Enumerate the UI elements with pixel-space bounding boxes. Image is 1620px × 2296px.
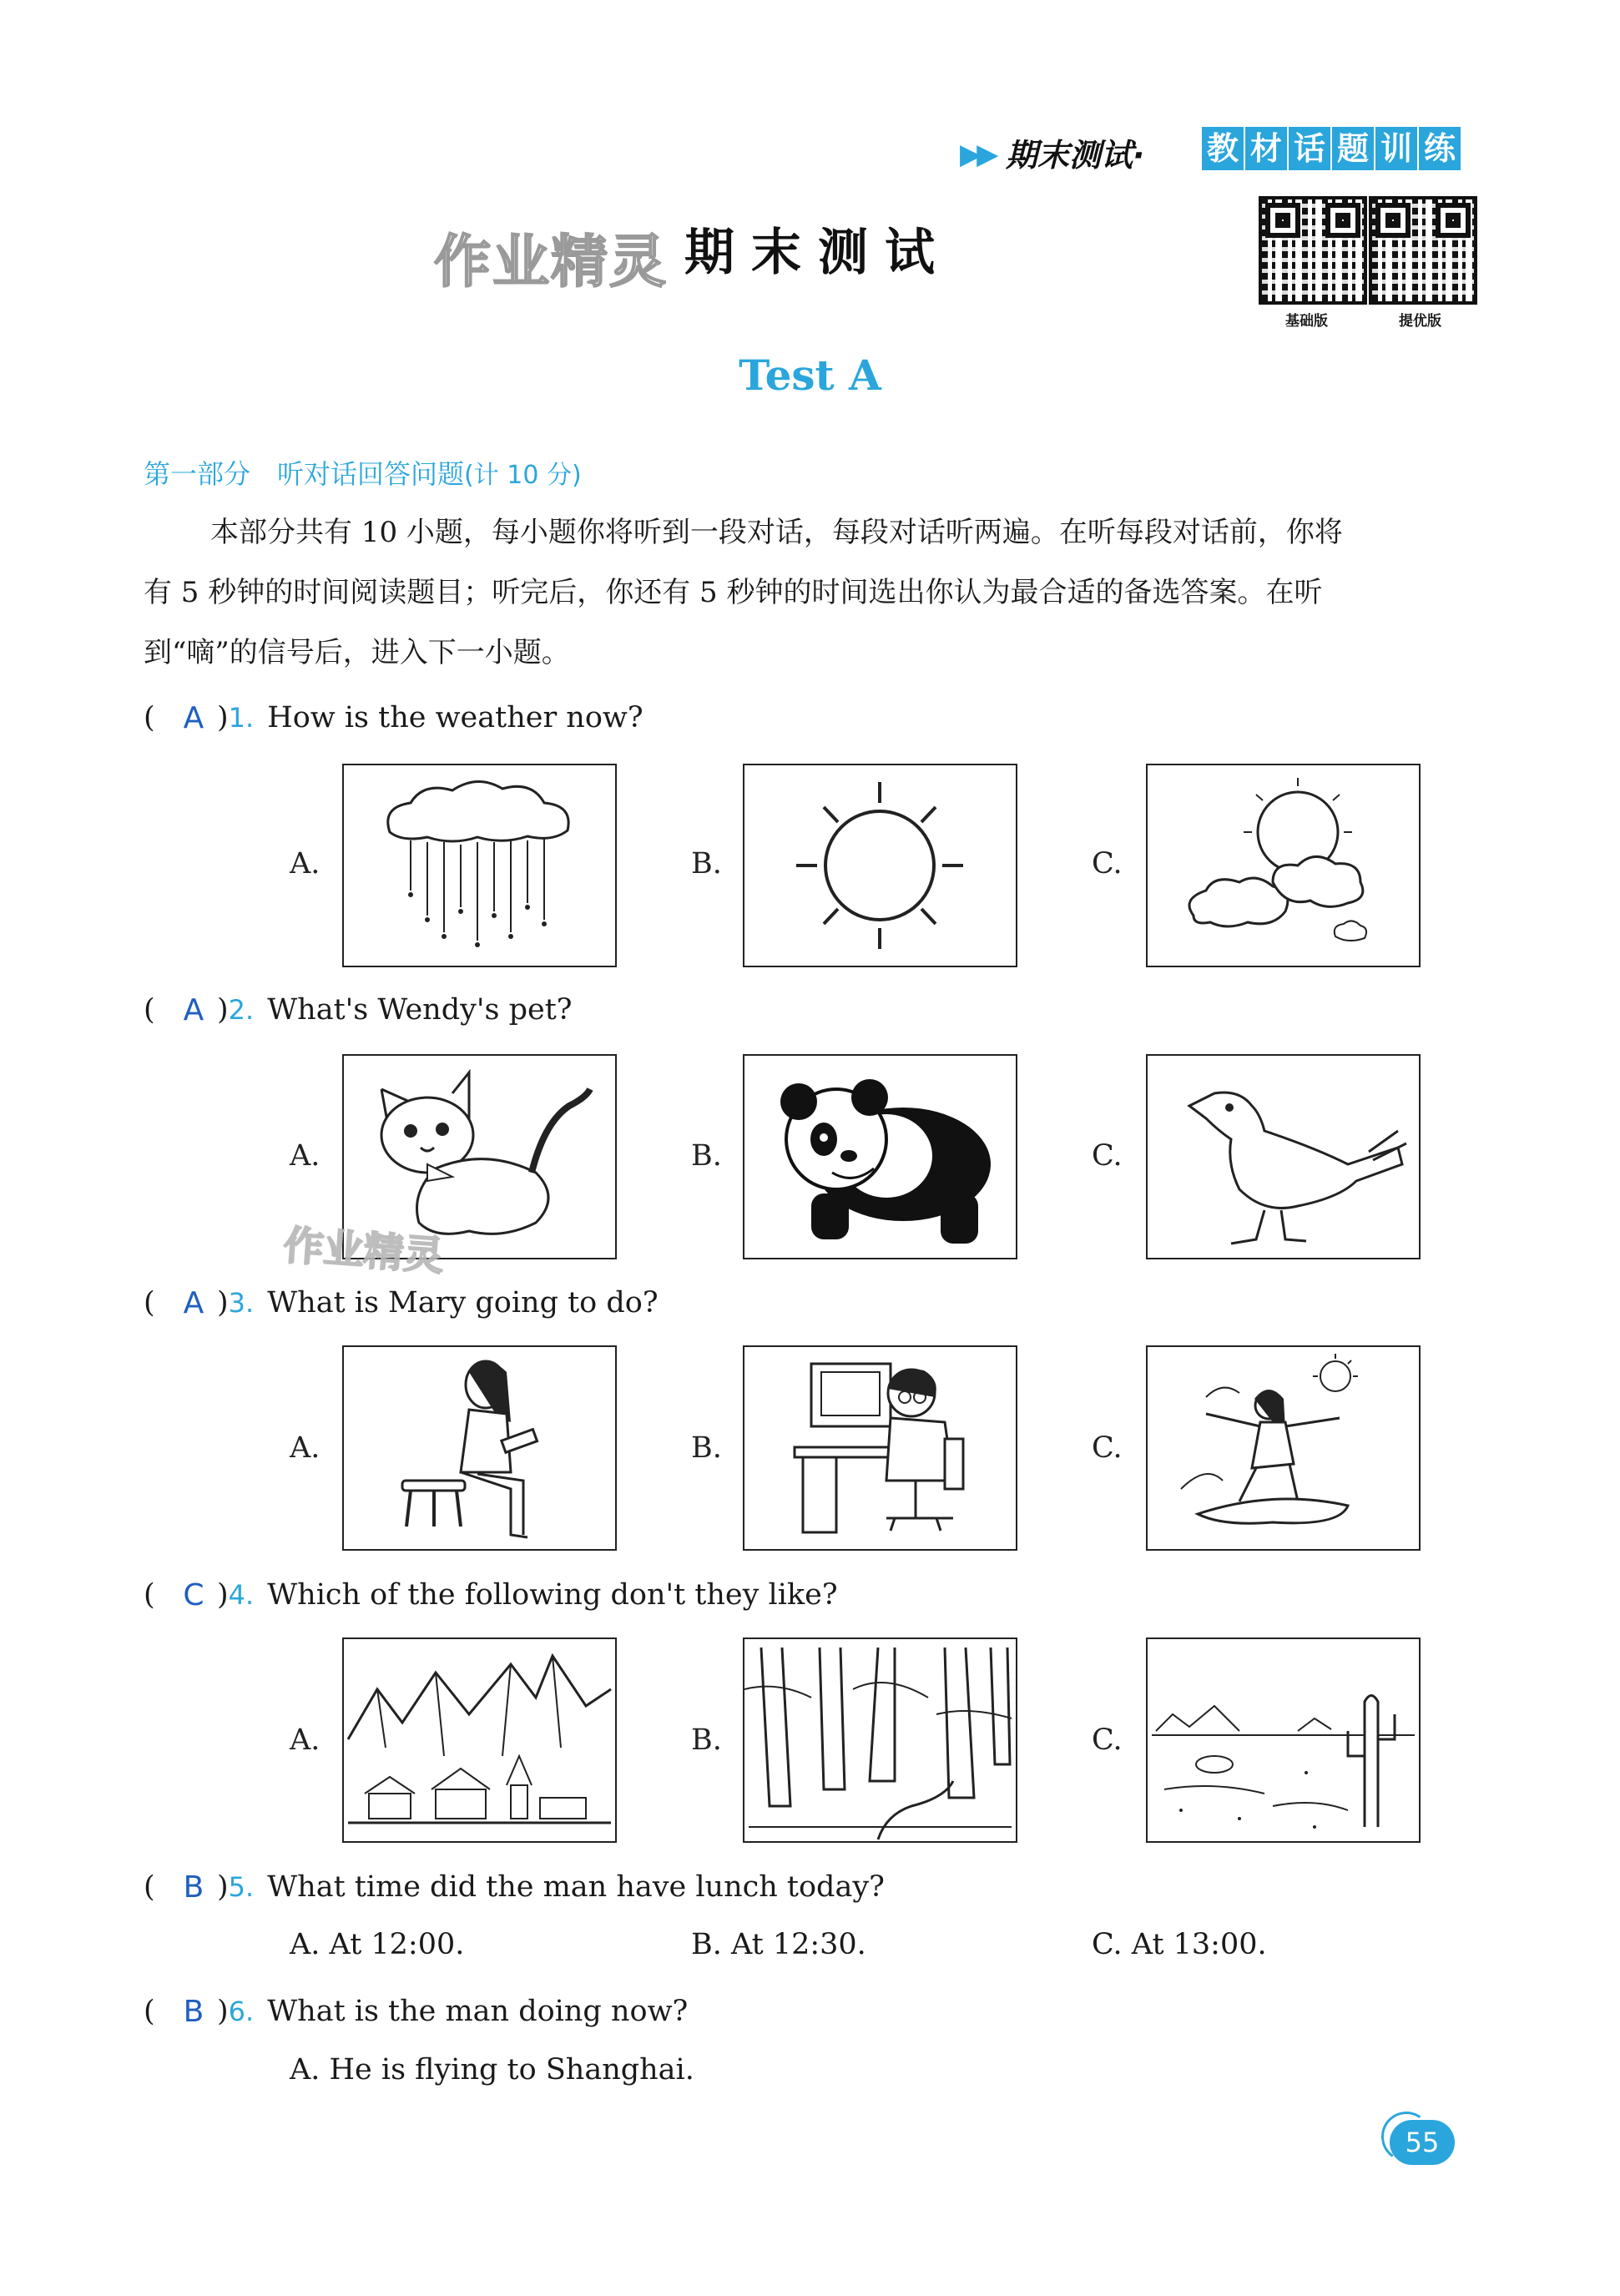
option-label: B. xyxy=(691,847,722,881)
header-section-label: 期末测试· xyxy=(1006,137,1145,174)
panda-image[interactable] xyxy=(743,1054,1017,1259)
section-heading xyxy=(144,453,582,492)
sun-image[interactable] xyxy=(743,764,1017,967)
qr-code-advanced-icon[interactable] xyxy=(1369,196,1477,305)
header-char: 话 xyxy=(1289,127,1330,170)
watermark-logo: 作业精灵 xyxy=(434,230,669,295)
question-text: What time did the man have lunch today? xyxy=(267,1870,885,1904)
forest-image[interactable] xyxy=(743,1637,1017,1843)
option-label: A. xyxy=(290,847,320,881)
watermark-logo-small: 作业精灵 xyxy=(281,1222,446,1280)
boy-at-computer-image[interactable] xyxy=(743,1345,1017,1551)
page-number-badge: 55 xyxy=(1390,2120,1455,2165)
qr-code-basic-icon[interactable] xyxy=(1259,196,1367,305)
question-row: ( A ) 1. How is the weather now? xyxy=(144,700,643,735)
header-char: 练 xyxy=(1419,127,1461,170)
instruction-line: 本部分共有 10 小题，每小题你将听到一段对话，每段对话听两遍。在听每段对话前，你将 xyxy=(210,516,1343,549)
option-label: B. xyxy=(691,1431,722,1465)
question-text: Which of the following don't they like? xyxy=(267,1578,838,1612)
header-char: 材 xyxy=(1245,127,1287,170)
rain-cloud-image[interactable] xyxy=(342,764,617,967)
bird-image[interactable] xyxy=(1146,1054,1421,1259)
answer-mark[interactable]: C xyxy=(183,1577,204,1612)
question-row: ( B ) 5. What time did the man have lunch today? xyxy=(144,1870,885,1905)
question-number: 5. xyxy=(228,1871,255,1903)
instruction-line: 有 5 秒钟的时间阅读题目；听完后，你还有 5 秒钟的时间选出你认为最合适的备选答案。在听 xyxy=(144,576,1323,609)
girl-surfing-image[interactable] xyxy=(1146,1345,1421,1551)
option-b[interactable]: B. At 12:30. xyxy=(691,1928,866,1961)
qr-label-basic: 基础版 xyxy=(1285,313,1328,330)
option-label: C. xyxy=(1092,1723,1123,1757)
header-char: 教 xyxy=(1202,127,1244,170)
question-number: 1. xyxy=(228,702,255,734)
page-title: 期末测试 xyxy=(684,224,951,282)
question-row: ( A ) 3. What is Mary going to do? xyxy=(144,1285,659,1320)
question-row: ( C ) 4. Which of the following don't they like? xyxy=(144,1577,838,1612)
option-a[interactable]: A. At 12:00. xyxy=(290,1928,465,1961)
instruction-line: 到“嘀”的信号后，进入下一小题。 xyxy=(144,636,570,669)
question-text: What is Mary going to do? xyxy=(267,1286,659,1320)
option-label: C. xyxy=(1092,1139,1123,1173)
qr-label-advanced: 提优版 xyxy=(1399,313,1441,330)
question-text: How is the weather now? xyxy=(267,701,643,734)
answer-mark[interactable]: B xyxy=(183,1870,204,1905)
option-label: A. xyxy=(290,1723,320,1757)
question-number: 2. xyxy=(228,994,255,1026)
question-row: ( A ) 2. What's Wendy's pet? xyxy=(144,992,573,1027)
girl-reading-image[interactable] xyxy=(342,1345,617,1551)
option-label: B. xyxy=(691,1139,722,1173)
answer-mark[interactable]: B xyxy=(183,1994,204,2029)
question-text: What is the man doing now? xyxy=(267,1995,689,2028)
answer-mark[interactable]: A xyxy=(183,700,204,735)
option-label: C. xyxy=(1092,847,1123,881)
answer-mark[interactable]: A xyxy=(183,1285,204,1320)
question-number: 6. xyxy=(228,1996,255,2027)
question-number: 3. xyxy=(228,1287,255,1319)
option-label: B. xyxy=(691,1723,722,1757)
section-score: (计 10 分) xyxy=(464,461,582,490)
test-title: Test A xyxy=(739,351,881,400)
header-arrows-icon: ▶▶ xyxy=(960,138,994,171)
mountains-village-image[interactable] xyxy=(342,1637,617,1843)
option-c[interactable]: C. At 13:00. xyxy=(1092,1928,1267,1961)
instruction-paragraph xyxy=(144,502,1479,683)
question-text: What's Wendy's pet? xyxy=(267,993,573,1027)
option-a[interactable]: A. He is flying to Shanghai. xyxy=(290,2053,694,2087)
option-label: A. xyxy=(290,1139,320,1173)
answer-mark[interactable]: A xyxy=(183,992,204,1027)
header-char: 题 xyxy=(1332,127,1374,170)
question-number: 4. xyxy=(228,1579,255,1611)
header-book-title xyxy=(1202,127,1462,170)
header-char: 训 xyxy=(1375,127,1417,170)
option-label: C. xyxy=(1092,1431,1123,1465)
desert-cactus-image[interactable] xyxy=(1146,1637,1421,1843)
section-title: 第一部分 听对话回答问题 xyxy=(144,458,465,490)
sun-behind-clouds-image[interactable] xyxy=(1146,764,1421,967)
question-row: ( B ) 6. What is the man doing now? xyxy=(144,1994,689,2029)
option-label: A. xyxy=(290,1431,320,1465)
